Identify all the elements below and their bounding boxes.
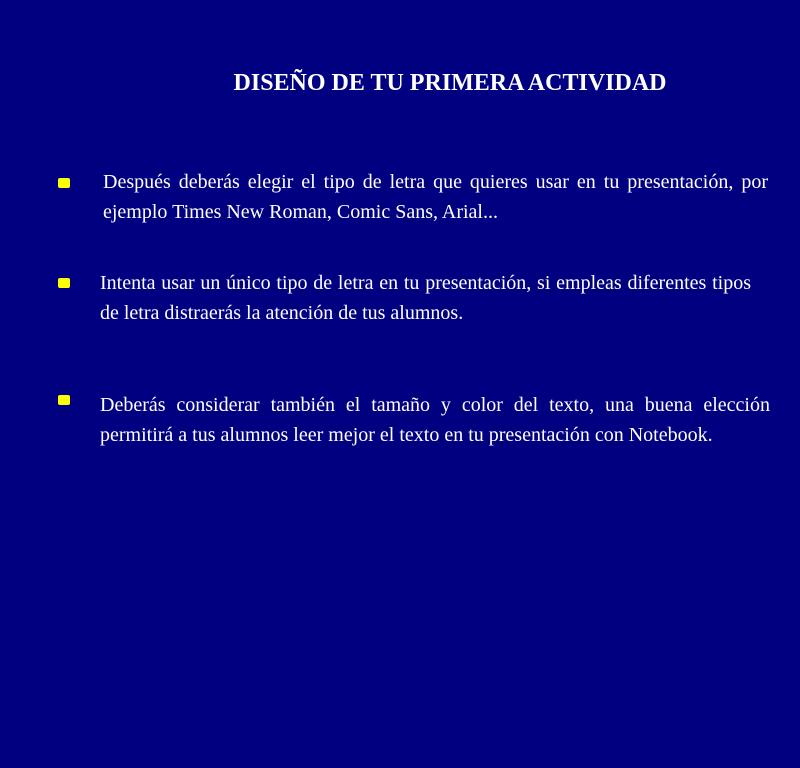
slide-title: DISEÑO DE TU PRIMERA ACTIVIDAD	[233, 70, 667, 96]
bullet-text: Después deberás elegir el tipo de letra que quieres usar en tu presentación, por ejemplo Times New Roman, Comic Sans, Arial...	[103, 171, 768, 223]
square-bullet-icon	[58, 278, 70, 288]
bullet-text: Deberás considerar también el tamaño y color del texto, una buena elección permitirá a tus alumnos leer mejor el texto en tu presentación con Notebook.	[100, 394, 770, 446]
square-bullet-icon	[58, 395, 70, 405]
bullet-text: Intenta usar un único tipo de letra en tu presentación, si empleas diferentes tipos de letra distraerás la atención de tus alumnos.	[100, 272, 751, 324]
square-bullet-icon	[58, 178, 70, 188]
